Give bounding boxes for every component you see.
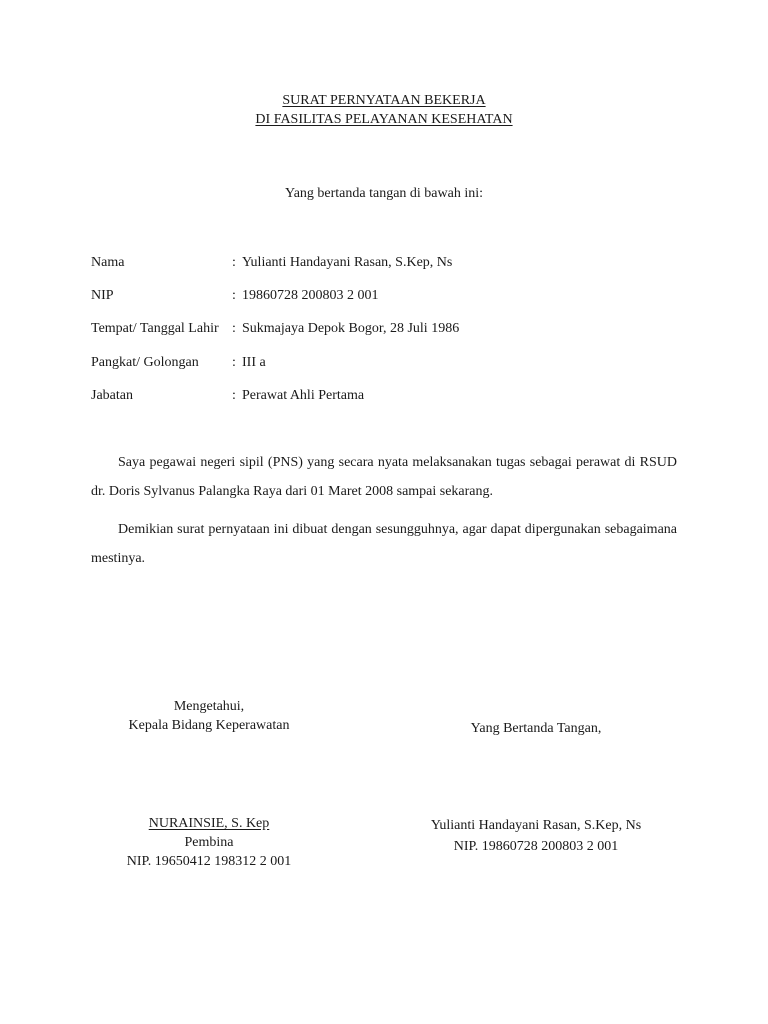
- intro-text: Yang bertanda tangan di bawah ini:: [284, 186, 484, 201]
- field-colon: :: [232, 255, 236, 270]
- field-label: Tempat/ Tanggal Lahir: [91, 321, 219, 336]
- left-signatory-name: NURAINSIE, S. Kep: [148, 816, 270, 831]
- right-signatory-name: Yulianti Handayani Rasan, S.Kep, Ns: [430, 818, 642, 833]
- field-label: Nama: [91, 255, 125, 270]
- field-colon: :: [232, 355, 236, 370]
- field-colon: :: [232, 288, 236, 303]
- right-signatory: [406, 815, 666, 857]
- field-colon: :: [232, 388, 236, 403]
- left-signature-heading: [109, 697, 309, 735]
- left-position-label: Kepala Bidang Keperawatan: [128, 718, 290, 733]
- left-signatory: [109, 814, 309, 871]
- statement-paragraph: Saya pegawai negeri sipil (PNS) yang secara nyata melaksanakan tugas sebagai perawat di RSUD dr. Doris Sylvanus Palangka Raya dari 01 Maret 2008 sampai sekarang.: [91, 455, 677, 499]
- field-label: NIP: [91, 288, 114, 303]
- right-signatory-nip: NIP. 19860728 200803 2 001: [453, 839, 619, 854]
- field-label: Jabatan: [91, 388, 133, 403]
- left-signatory-nip: NIP. 19650412 198312 2 001: [126, 854, 292, 869]
- field-value: 19860728 200803 2 001: [242, 288, 379, 303]
- field-value: Sukmajaya Depok Bogor, 28 Juli 1986: [242, 321, 460, 336]
- document-title: [0, 91, 768, 129]
- closing-paragraph: Demikian surat pernyataan ini dibuat dengan sesungguhnya, agar dapat dipergunakan sebagaimana mestinya.: [91, 522, 677, 566]
- title-line-1: SURAT PERNYATAAN BEKERJA: [282, 93, 486, 108]
- field-value: III a: [242, 355, 266, 370]
- field-value: Yulianti Handayani Rasan, S.Kep, Ns: [242, 255, 453, 270]
- field-label: Pangkat/ Golongan: [91, 355, 199, 370]
- right-signature-heading: Yang Bertanda Tangan,: [470, 721, 602, 736]
- acknowledge-label: Mengetahui,: [173, 699, 245, 714]
- left-signatory-rank: Pembina: [184, 835, 234, 850]
- field-value: Perawat Ahli Pertama: [242, 388, 365, 403]
- field-colon: :: [232, 321, 236, 336]
- title-line-2: DI FASILITAS PELAYANAN KESEHATAN: [255, 112, 513, 127]
